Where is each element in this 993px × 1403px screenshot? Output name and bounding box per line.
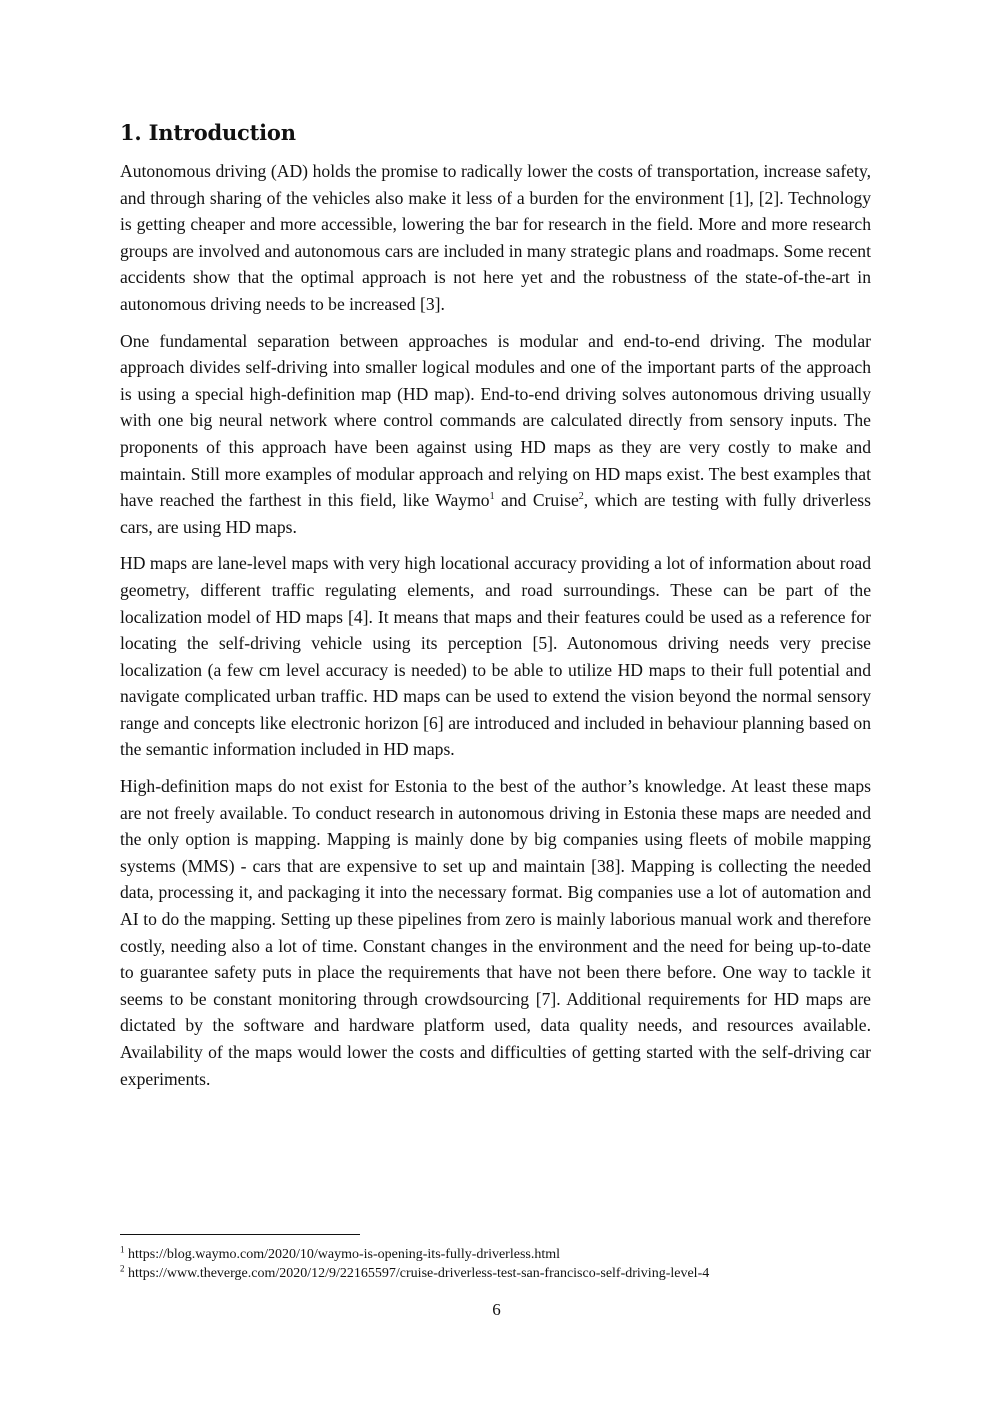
paragraph-1: Autonomous driving (AD) holds the promise to radically lower the costs of transportation, increase safety, and through sharing of the vehicles also make it less of a burden for the environment [1], [2]. Technology is getting cheaper and more accessible, lowering the bar for research in the field. More and more research groups are involved and autonomous cars are included in many strategic plans and roadmaps. Some recent accidents show that the optimal approach is not here yet and the robustness of the state-of-the-art in autonomous driving needs to be increased [3].: [120, 161, 871, 314]
footnotes: [120, 1245, 880, 1283]
paragraph-2: [120, 328, 871, 541]
footnote-2: [120, 1264, 880, 1283]
footnote-ref-1[interactable]: 1: [489, 491, 495, 503]
footnote-mark-1: 1: [120, 1244, 125, 1255]
page-body: [120, 118, 871, 1102]
footnote-mark-2: 2: [120, 1263, 125, 1274]
footnote-2-link[interactable]: https://www.theverge.com/2020/12/9/22165597/cruise-driverless-test-san-francisco-self-driving-level-4: [124, 1266, 710, 1281]
section-heading: 1. Introduction: [120, 120, 296, 145]
footnote-ref-2[interactable]: 2: [578, 491, 584, 503]
footnote-1-link[interactable]: https://blog.waymo.com/2020/10/waymo-is-opening-its-fully-driverless.html: [124, 1247, 561, 1262]
paragraph-3: HD maps are lane-level maps with very high locational accuracy providing a lot of information about road geometry, different traffic regulating elements, and road surroundings. These can be part of the localization model of HD maps [4]. It means that maps and their features could be used as a reference for locating the self-driving vehicle using its perception [5]. Autonomous driving needs very precise localization (a few cm level accuracy is needed) to be able to utilize HD maps to their full potential and navigate complicated urban traffic. HD maps can be used to extend the vision beyond the normal sensory range and concepts like electronic horizon [6] are introduced and included in behaviour planning based on the semantic information included in HD maps.: [120, 553, 871, 760]
paragraph-2-text-b: and Cruise: [494, 490, 579, 511]
footnote-1: [120, 1245, 880, 1264]
page-number: 6: [492, 1300, 501, 1319]
footnote-divider: [120, 1234, 360, 1235]
paragraph-4: High-definition maps do not exist for Estonia to the best of the author’s knowledge. At least these maps are not freely available. To conduct research in autonomous driving in Estonia these maps are needed and the only option is mapping. Mapping is mainly done by big companies using fleets of mobile mapping systems (MMS) - cars that are expensive to set up and maintain [38]. Mapping is collecting the needed data, processing it, and packaging it into the necessary format. Big companies use a lot of automation and AI to do the mapping. Setting up these pipelines from zero is mainly laborious manual work and therefore costly, needing also a lot of time. Constant changes in the environment and the need for being up-to-date to guarantee safety puts in place the requirements that have not been there before. One way to tackle it seems to be constant monitoring through crowdsourcing [7]. Additional requirements for HD maps are dictated by the software and hardware platform used, data quality needs, and resources available. Availability of the maps would lower the costs and difficulties of getting started with the self-driving car experiments.: [120, 776, 871, 1089]
paragraph-2-text-a: One fundamental separation between approaches is modular and end-to-end driving. The modular approach divides self-driving into smaller logical modules and one of the important parts of the approach is using a special high-definition map (HD map). End-to-end driving solves autonomous driving usually with one big neural network where control commands are calculated directly from sensory inputs. The proponents of this approach have been against using HD maps as they are very costly to make and maintain. Still more examples of modular approach and relying on HD maps exist. The best examples that have reached the farthest in this field, like Waymo: [120, 330, 871, 511]
paragraph-2-text-c: , which are testing with fully driverless cars, are using HD maps.: [120, 490, 871, 537]
